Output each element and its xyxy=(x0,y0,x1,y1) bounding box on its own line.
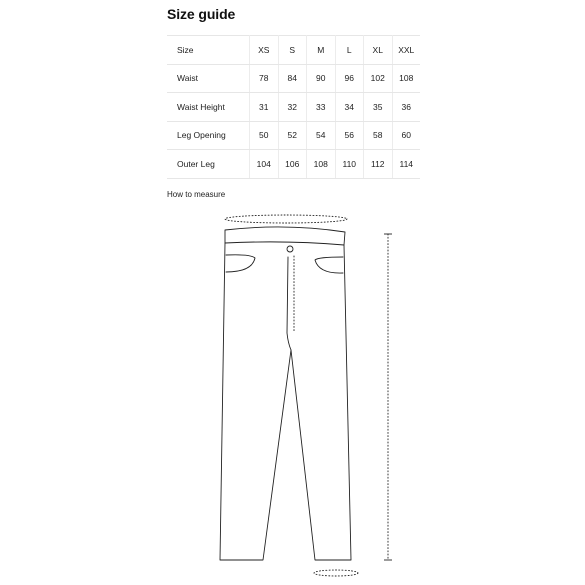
left-leg-outline xyxy=(220,243,291,560)
page-title: Size guide xyxy=(167,6,236,22)
header-cell: M xyxy=(307,36,336,65)
table-cell: 56 xyxy=(335,121,364,150)
header-cell: XXL xyxy=(392,36,420,65)
table-cell: 112 xyxy=(364,150,393,179)
header-cell: Size xyxy=(167,36,250,65)
table-cell: 108 xyxy=(307,150,336,179)
how-to-measure-label: How to measure xyxy=(167,190,226,199)
table-cell: 33 xyxy=(307,93,336,122)
row-label: Outer Leg xyxy=(167,150,250,179)
header-cell: L xyxy=(335,36,364,65)
waist-measure-ellipse xyxy=(225,215,347,223)
table-cell: 32 xyxy=(278,93,307,122)
fly-line xyxy=(287,257,291,350)
button-icon xyxy=(287,246,293,252)
table-cell: 35 xyxy=(364,93,393,122)
row-label: Leg Opening xyxy=(167,121,250,150)
table-cell: 114 xyxy=(392,150,420,179)
table-cell: 110 xyxy=(335,150,364,179)
leg-opening-measure-ellipse xyxy=(314,570,358,576)
row-label: Waist xyxy=(167,64,250,93)
table-cell: 106 xyxy=(278,150,307,179)
table-cell: 54 xyxy=(307,121,336,150)
table-cell: 60 xyxy=(392,121,420,150)
table-cell: 90 xyxy=(307,64,336,93)
header-cell: XS xyxy=(250,36,279,65)
table-cell: 58 xyxy=(364,121,393,150)
right-pocket xyxy=(315,257,343,273)
table-cell: 50 xyxy=(250,121,279,150)
header-cell: XL xyxy=(364,36,393,65)
table-cell: 52 xyxy=(278,121,307,150)
table-cell: 84 xyxy=(278,64,307,93)
row-label: Waist Height xyxy=(167,93,250,122)
table-cell: 96 xyxy=(335,64,364,93)
table-cell: 108 xyxy=(392,64,420,93)
table-cell: 31 xyxy=(250,93,279,122)
header-cell: S xyxy=(278,36,307,65)
table-cell: 104 xyxy=(250,150,279,179)
right-leg-outline xyxy=(291,245,351,560)
table-cell: 78 xyxy=(250,64,279,93)
table-cell: 36 xyxy=(392,93,420,122)
table-cell: 102 xyxy=(364,64,393,93)
waistband-outline xyxy=(225,227,345,245)
table-cell: 34 xyxy=(335,93,364,122)
left-pocket xyxy=(226,255,255,272)
